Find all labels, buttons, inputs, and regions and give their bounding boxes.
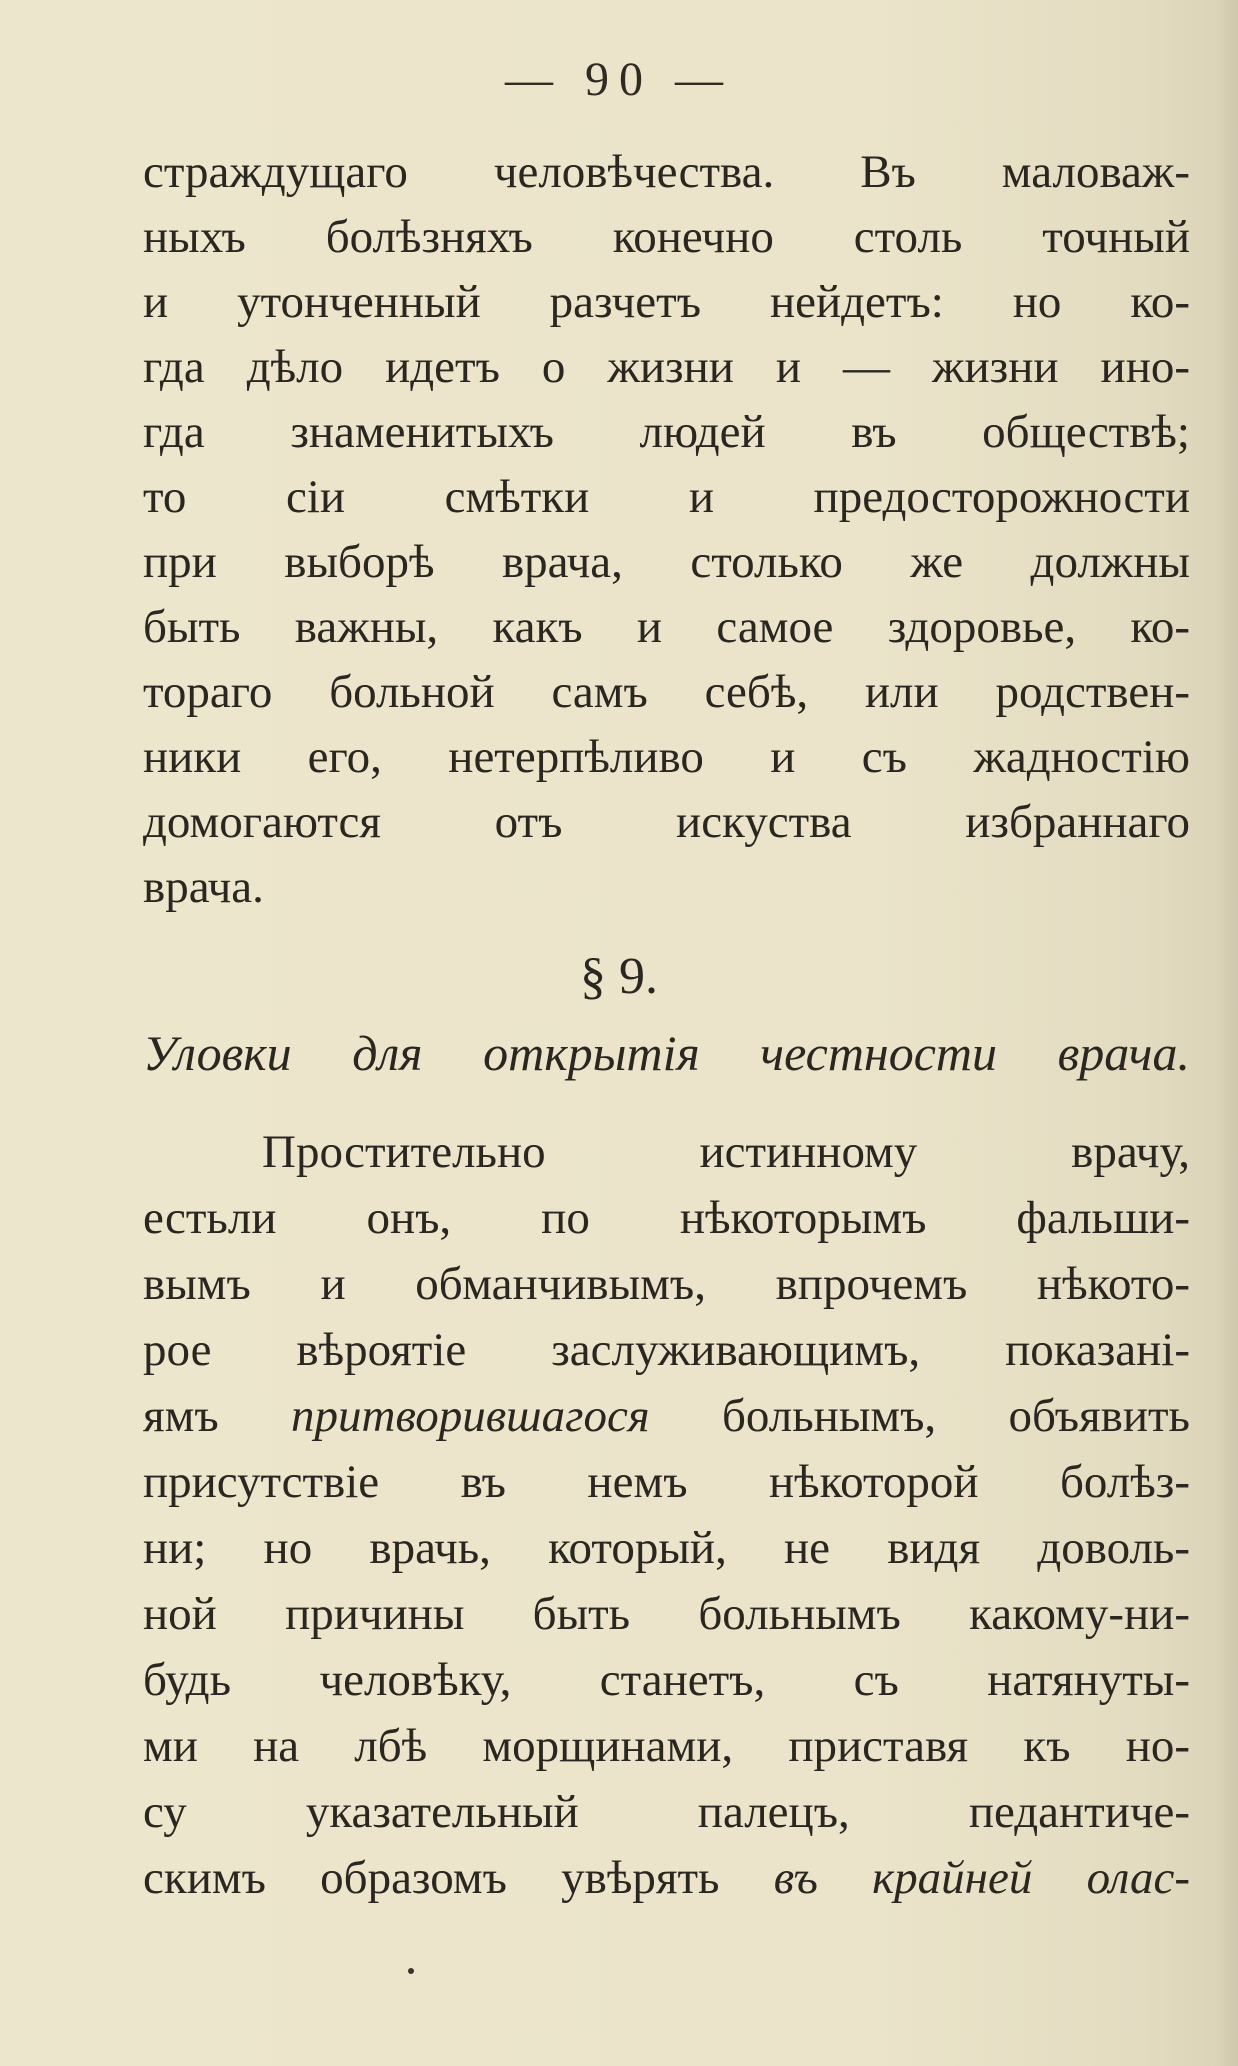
text-segment: больнымъ, объявить [649,1390,1190,1442]
text-line: ни; но врачь, который, не видя доволь- [143,1522,1190,1574]
text-line: ники его, нетерпѣливо и съ жадностію [143,731,1190,783]
text-line: то сіи смѣтки и предосторожности [143,471,1190,523]
text-line: тораго больной самъ себѣ, или родствен- [143,666,1190,718]
text-line: рое вѣроятіе заслуживающимъ, показані- [143,1324,1190,1376]
text-line: при выборѣ врача, столько же должны [143,536,1190,588]
text-segment: ямъ [143,1390,291,1442]
text-line: присутствіе въ немъ нѣкоторой болѣз- [143,1456,1190,1508]
italic-phrase: въ крайней олас- [773,1852,1190,1904]
page-edge [1212,0,1238,2066]
text-line: страждущаго человѣчества. Въ маловаж- [143,146,1190,198]
text-line [143,1846,1190,1910]
text-line: гда знаменитыхъ людей въ обществѣ; [143,406,1190,458]
text-line: врача. [143,861,264,913]
text-line: гда дѣло идетъ о жизни и — жизни ино- [143,341,1190,393]
text-line: су указательный палецъ, педантиче- [143,1786,1190,1838]
section-heading: Уловки для открытія честности врача. [143,1025,1190,1081]
text-line: будь человѣку, станетъ, съ натянуты- [143,1654,1190,1706]
text-line: быть важны, какъ и самое здоровье, ко- [143,601,1190,653]
text-line: Простительно истинному врачу, [262,1126,1190,1178]
page-number: — 90 — [505,53,733,106]
text-line: домогаются отъ искуства избраннаго [143,796,1190,848]
ink-speck [408,1968,414,1974]
text-line: ныхъ болѣзняхъ конечно столь точный [143,211,1190,263]
text-line [143,1384,1190,1448]
text-line: вымъ и обманчивымъ, впрочемъ нѣкото- [143,1258,1190,1310]
text-segment: скимъ образомъ увѣрять [143,1852,774,1904]
text-line: естьли онъ, по нѣкоторымъ фальши- [143,1192,1190,1244]
italic-word: притворившагося [291,1390,650,1442]
text-line: ной причины быть больнымъ какому-ни- [143,1588,1190,1640]
text-line: и утонченный разчетъ нейдетъ: но ко- [143,276,1190,328]
text-line: ми на лбѣ морщинами, приставя къ но- [143,1720,1190,1772]
section-mark: § 9. [580,948,658,1005]
